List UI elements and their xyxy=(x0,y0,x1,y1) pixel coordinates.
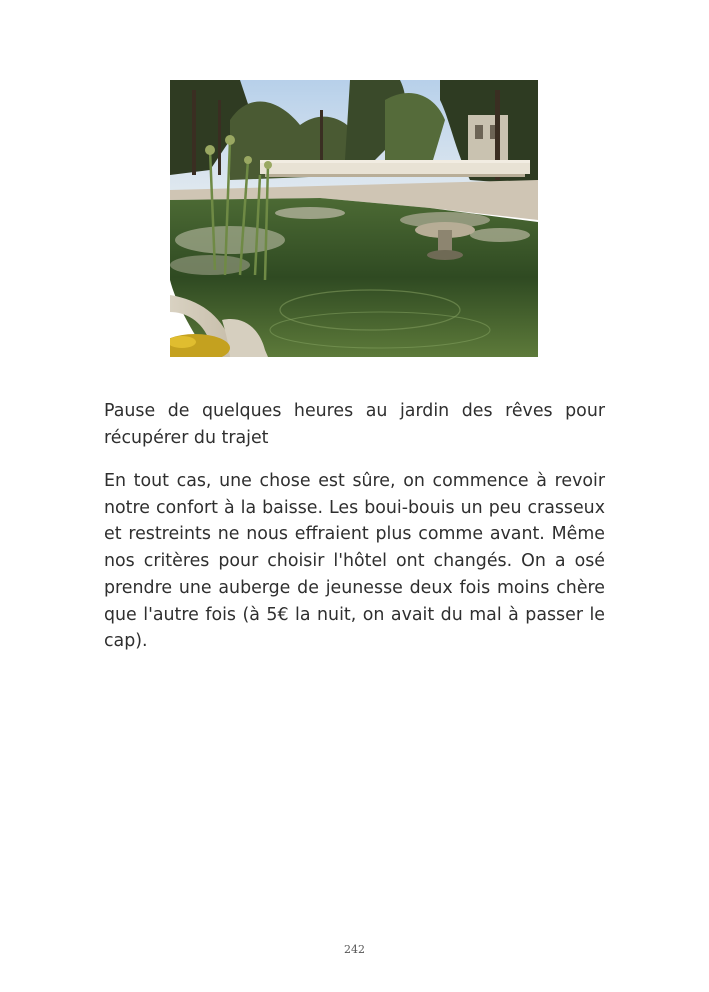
body-paragraph: En tout cas, une chose est sûre, on commence à revoir notre confort à la baisse. Les boui-bouis un peu crasseux et restreints ne nous effraient plus comme avant. Même nos critères pour choisir l'hôtel ont changés. On a osé prendre une auberge de jeunesse deux fois moins chère que l'autre fois (à 5€ la nuit, on avait du mal à passer le cap). xyxy=(104,471,605,652)
garden-pond-photo xyxy=(170,80,538,357)
page-number: 242 xyxy=(344,943,365,956)
photo-caption: Pause de quelques heures au jardin des rêves pour récupérer du trajet xyxy=(104,401,605,448)
